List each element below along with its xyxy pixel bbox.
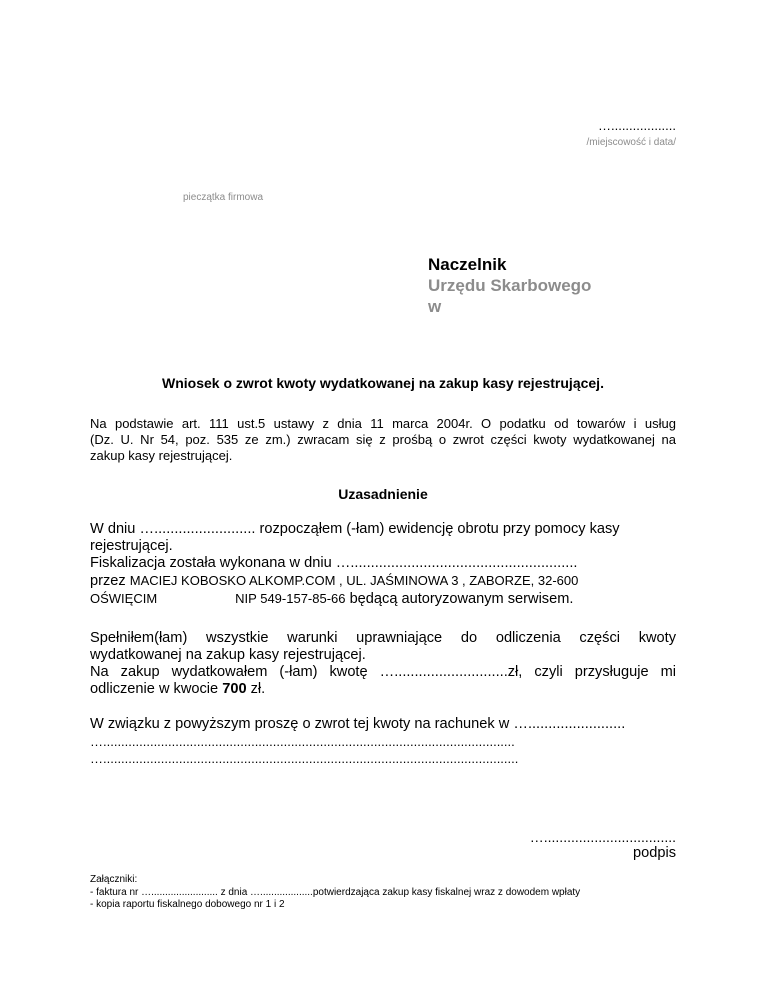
service-nip: NIP 549-157-85-66 xyxy=(235,591,346,606)
deduction-amount: 700 xyxy=(222,681,247,697)
recipient-block xyxy=(428,254,591,317)
conditions-line-3: Na zakup wydatkowałem (-łam) kwotę …............................zł, czyli przysługuje mi xyxy=(90,664,676,680)
attachment-item-2: - kopia raportu fiskalnego dobowego nr 1 i 2 xyxy=(90,899,285,910)
date-dots: ….................. xyxy=(597,118,676,133)
request-line-1: W związku z powyższym proszę o zwrot tej kwoty na rachunek w …........................ xyxy=(90,716,626,732)
recipient-line-1: Naczelnik xyxy=(428,255,507,274)
justification-line-3: Fiskalizacja została wykonana w dniu …........................................................ xyxy=(90,555,578,571)
deduction-prefix: odliczenie w kwocie xyxy=(90,681,223,697)
date-caption: /miejscowość i data/ xyxy=(586,137,676,148)
request-paragraph xyxy=(90,716,676,767)
service-suffix: będącą autoryzowanym serwisem. xyxy=(345,591,574,607)
request-line-3: …................................................................................................................... xyxy=(90,751,519,766)
service-prefix: przez xyxy=(90,573,130,589)
conditions-line-4 xyxy=(90,681,676,698)
attachments-heading: Załączniki: xyxy=(90,874,138,885)
service-company: MACIEJ KOBOSKO ALKOMP.COM , UL. JAŚMINOWA 3 , ZABORZE, 32-600 xyxy=(129,573,579,588)
conditions-line-1: Spełniłem(łam) wszystkie warunki uprawniające do odliczenia części kwoty xyxy=(90,630,676,646)
intro-line-3: zakup kasy rejestrującej. xyxy=(90,448,233,463)
document-title: Wniosek o zwrot kwoty wydatkowanej na zakup kasy rejestrującej. xyxy=(162,375,604,391)
recipient-line-3: w xyxy=(428,297,442,316)
signature-dots: ….................................. xyxy=(529,829,676,845)
recipient-line-2: Urzędu Skarbowego xyxy=(428,276,592,295)
request-line-2: ….................................................................................................................. xyxy=(90,734,515,749)
attachments-block xyxy=(90,874,710,912)
stamp-caption: pieczątka firmowa xyxy=(183,192,264,203)
intro-line-2: (Dz. U. Nr 54, poz. 535 ze zm.) zwracam się z prośbą o zwrot części kwoty wydatkowanej na xyxy=(90,432,676,447)
attachment-item-1: - faktura nr …........................ z dnia …...................potwierdzająca zakup kasy fiskalnej wraz z dowodem wpłaty xyxy=(90,886,581,898)
intro-line-1: Na podstawie art. 111 ust.5 ustawy z dnia 11 marca 2004r. O podatku od towarów i usług xyxy=(90,416,676,431)
conditions-paragraph xyxy=(90,630,676,698)
section-heading: Uzasadnienie xyxy=(338,486,428,502)
justification-line-5 xyxy=(90,590,676,608)
justification-line-4 xyxy=(90,572,676,590)
justification-line-2: rejestrującej. xyxy=(90,538,173,554)
justification-line-1: W dniu …......................... rozpocząłem (-łam) ewidencję obrotu przy pomocy kasy xyxy=(90,521,620,537)
conditions-line-2: wydatkowanej na zakup kasy rejestrującej. xyxy=(90,647,366,663)
justification-paragraph xyxy=(90,521,676,608)
signature-label: podpis xyxy=(632,845,676,861)
service-city: OŚWIĘCIM xyxy=(90,591,158,606)
deduction-suffix: zł. xyxy=(246,681,266,697)
intro-paragraph xyxy=(90,416,676,464)
